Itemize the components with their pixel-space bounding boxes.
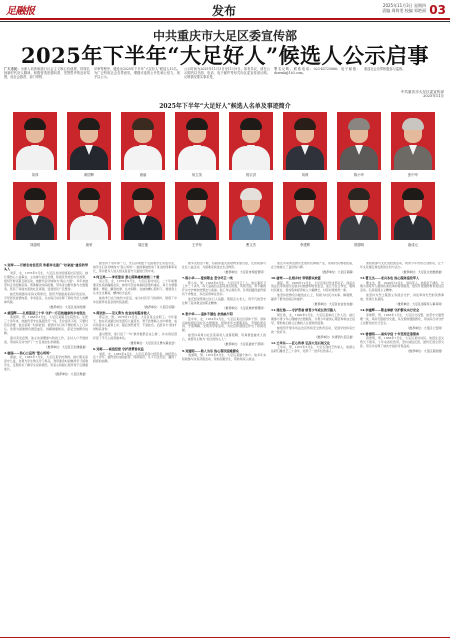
candidates-list-title: 2025年下半年“大足好人”候选人名单及事迹简介 (159, 103, 291, 110)
signoff-date: 2025年11月 (423, 94, 444, 99)
portrait-hair (78, 118, 100, 130)
recommending-unit: （推荐单位：大足区见义勇为基金会） (127, 341, 177, 346)
body-paragraph: 他还带动周边群众发展特色种植产业，帮助村民增收致富，在当地树立了良好的口碑。 (271, 262, 355, 269)
portrait-hair (294, 188, 316, 200)
candidate-photo (121, 112, 165, 170)
masthead-thin-rule (0, 21, 450, 22)
candidate-name: 黄国辉 (83, 173, 95, 177)
body-paragraph: 刘道明，男，1972年8月生，大足区某镇个体户。他多年来积极参与扶贫济困活动，资助困难学生，帮助残疾人就业。 (182, 352, 266, 361)
candidate-name: 曹文杰 (245, 243, 257, 247)
intro-column-3: 公示时间为2025年11月3日至11月9日。如有异议，请在公示期内以书面、电话、电子邮件等形式向区委宣传部反映。反映情况要实事求是， (184, 67, 270, 80)
candidate-entry-heading: 15.曾德明——诚实守信 十年坚持还清债务 (360, 331, 420, 336)
candidate-name: 周红艳 (137, 243, 149, 247)
signoff-org: 中共重庆市大足区委宣传部 (400, 90, 444, 94)
recommending-unit: （推荐单位：大足区某镇） (320, 269, 355, 274)
candidate-photo (337, 112, 381, 170)
page-number: 03 (429, 3, 446, 17)
article-column-3 (182, 262, 266, 636)
recommending-unit: （推荐单位：大足区妇联） (142, 304, 177, 309)
body-paragraph: 郭宗洪，男，1979年11月生，大足区某企业职工。今年夏天，他在河边路过时发现有儿童落水，毫不犹豫跳入水中施救，成功将落水儿童救上岸，随后悄然离开，不留姓名。后经多方寻找才得知其身份。 (93, 315, 177, 331)
candidate-entry-heading: 8.张中华——退休不褪色 余热映夕阳 (182, 312, 233, 317)
candidate-photo (391, 182, 435, 240)
candidate-photo (229, 182, 273, 240)
body-paragraph: 陈小华，男，1963年6月生，大足区环卫工人。他从事环卫工作二十余年，每天凌晨四点起床清扫街道，风雨无阻，用辛勤的汗水守护城市的整洁与美丽。他工作认真负责，负责的路段始终保持干净整洁，多次获得单位表彰。 (182, 280, 266, 297)
candidate-entry-heading: 14.李建辉——敬业奉献 守护群众出行安全 (360, 308, 420, 313)
recommending-unit: （推荐单位：大足区市场监管局） (222, 269, 266, 274)
candidate-name: 陈小华 (353, 173, 365, 177)
recommending-unit: （推荐单位：大足区公安局） (406, 325, 444, 330)
candidate-entry-heading: 12.王华东——匠心传承 弘扬大足石刻文化 (271, 340, 331, 345)
masthead-rule (0, 18, 450, 20)
candidate-entry-heading: 6.刘莉——诚信经营 守护消费者权益 (93, 347, 144, 352)
candidate-name: 唐成元 (407, 243, 419, 247)
body-paragraph: 她多次拾金不昧，将顾客遗失的财物完璧归赵，还积极参与社区公益活动，为困难家庭送去生活物资。 (182, 262, 266, 269)
candidate-entry-heading: 3.唐丽——热心公益的“爱心妈妈” (4, 351, 52, 355)
recommending-unit: （推荐单位：共青团大足区委） (314, 334, 355, 339)
bottom-rule (0, 637, 450, 638)
candidate-entry-heading: 2.黄国辉——扎根基层三十年 守护一方百姓健康的乡村医生 (4, 310, 86, 315)
article-column-2 (93, 262, 177, 636)
recommending-unit: （推荐单位：大足区教委） (53, 372, 88, 377)
intro-column-1 (4, 67, 90, 98)
candidate-name: 刘莉 (301, 173, 309, 177)
recommending-unit: （推荐单位：大足区退役军人事务局） (394, 302, 444, 307)
candidate-entry-heading: 4.何立英——孝老爱亲 悉心照料瘫痪婆婆二十载 (93, 274, 160, 279)
candidate-photo (13, 112, 57, 170)
candidate-entry-heading: 5.郭宗洪——见义勇为 危急时刻挺身救人 (93, 311, 150, 316)
intro-text-1: 为深入培育和践行社会主义核心价值观，持续弘扬新时代好人精神，积极营造崇德向善、见贤思齐的良好氛围，经社会推荐、部门审核、 (4, 67, 90, 80)
recommending-unit: （推荐单位：大足区卫生健康委） (44, 344, 88, 349)
article-subhead: 中共重庆市大足区委宣传部 (152, 29, 297, 43)
body-paragraph: 黄国辉，男，1968年3月生，大足区某镇卫生院医生。从医三十余年来，他始终坚守在基层医疗一线，无论刮风下雨，只要村民有需要，他总是第一时间赶到。他坚持为行动不便的老人上门问诊，免费为困难群众测量血压、讲解健康知识，深受当地群众信赖。 (4, 315, 88, 335)
candidate-entry-heading: 10.唐荣——扎根乡村 带领群众致富 (271, 276, 321, 281)
portrait-hair (240, 188, 262, 200)
portrait-hair (240, 118, 262, 130)
article-column-5 (360, 262, 444, 636)
body-paragraph: 面对突发疫情，他主动请缨参与防控工作，走村入户开展排查，用实际行动守护了一方百姓的生命健康。 (4, 335, 88, 344)
masthead (0, 0, 450, 20)
candidate-photo (229, 112, 273, 170)
candidate-entry-heading: 7.陈小华——爱岗敬业 坚守环卫一线 (182, 276, 233, 281)
candidate-entry-heading: 1.刘萍——甘做农村信息员 积极奔走推广“好家庭”建设的带头人 (4, 263, 88, 272)
portrait-hair (348, 118, 370, 130)
portrait-hair (132, 188, 154, 200)
candidate-photo (175, 182, 219, 240)
body-paragraph: 她的孝行在当地传为佳话，成为村民学习的榜样，展现了中华民族孝老爱亲的传统美德。 (93, 295, 177, 304)
portrait-hair (132, 118, 154, 130)
candidate-photo (67, 112, 111, 170)
candidate-name: 唐荣 (85, 243, 93, 247)
candidate-photo (13, 182, 57, 240)
body-paragraph: 他坚持为烈士陵园义务清扫守护，讲述革命先烈的英勇事迹，传承红色基因。 (360, 293, 444, 302)
candidate-photo (391, 112, 435, 170)
portrait-hair (186, 188, 208, 200)
candidate-entry-heading: 11.周红艳——守护青春 做青少年成长的引路人 (271, 308, 337, 313)
body-paragraph: 曾德明，男，1966年7月生，大足区某村村民。他因生意失败欠下债务，十年来省吃俭用，坚持诚信还款，最终还清全部欠款，用行动诠释了诚实守信的可贵品质。 (360, 336, 444, 348)
body-paragraph: 他积极参与文化进校园活动，向青少年传授石刻知识，让千年文化瑰宝焕发新的生机与活力。 (360, 262, 444, 269)
candidate-photo (67, 182, 111, 240)
body-paragraph: 唐丽，女，1985年7月生，大足区某学校教师。她长期关爱留守儿童，自费为学生购买学习用品，利用课余时间辅导学习困难学生，定期家访了解学生家庭情况，用爱心和耐心陪伴孩子们健康成长。 (4, 355, 88, 371)
portrait-hair (24, 118, 46, 130)
candidate-photo (337, 182, 381, 240)
recommending-unit: （推荐单位：大足区文化旅游委） (400, 269, 444, 274)
body-paragraph: 刘萍，女，1976年5月生，大足区龙岗街道某社区居民。她长期热心公益事业，主动参与社区治理，积极宣传党的方针政策，组织开展邻里互助活动，被群众亲切地称为“贴心大姐”。多年来她坚持走访困难家庭，帮助解决实际困难，带动身边群众参与志愿服务，营造了和谐友善的社区氛围，受到居民广泛赞誉。 (4, 271, 88, 291)
body-paragraph: 李建辉，男，1983年1月生，大足区交巡警。他坚守交通管理一线，风雨无阻疏导交通，多次帮助遇困群众，用实际行动守护人民群众的出行安全。 (360, 312, 444, 325)
candidate-entry-heading: 9.刘道明——助人为乐 热心帮扶困难群众 (182, 348, 239, 353)
candidate-name: 刘道明 (29, 243, 41, 247)
newspaper-logo: 足融报 (6, 6, 35, 17)
body-paragraph: 他坚持把群众冷暖放在心上，积极为村民办实事、解难题，赢得了群众的信任和拥护。 (271, 293, 355, 302)
recommending-unit: （推荐单位：大足区委老干部局） (222, 342, 266, 347)
portrait-hair (24, 188, 46, 200)
candidate-name: 刘萍 (31, 173, 39, 177)
body-paragraph: 她还积极推动家庭文明建设，组织开展最美家庭评选活动，引导居民崇德向善、孝老爱亲，以实际行动诠释了新时代好人的精神风貌。 (4, 292, 88, 304)
candidate-photo (283, 112, 327, 170)
article-column-4 (271, 262, 355, 636)
portrait-hair (78, 188, 100, 200)
intro-column-2: 评审等程序，遴选出2025年下半年“大足好人”候选人15名。为广泛听取社会各界意见，增强评选的公开性和公信力，现予以公示。 (94, 67, 180, 80)
dateline-date: 2025年11月3日 星期四 (382, 3, 426, 8)
candidate-photo (121, 182, 165, 240)
portrait-hair (348, 188, 370, 200)
body-paragraph: 她组织开展多场法治宣传和安全教育活动，受到学校和家长的一致好评。 (271, 325, 355, 334)
body-paragraph: 周红艳，女，1990年5月生，大足区某单位工作人员。她长期参与青少年心理辅导志愿服务，为青少年提供心理咨询和成长指导，帮助他们树立正确的人生观和价值观。 (271, 312, 355, 325)
recommending-unit: （推荐单位：大足区某街道） (406, 349, 444, 354)
recommending-unit: （推荐单位：大足区龙岗街道） (47, 304, 88, 309)
body-paragraph: 她坚持每周为社区孤寡老人送餐陪聊，用真情温暖老人的心，被居民们称为“社区的热心人”。 (182, 333, 266, 342)
body-paragraph: 何立英，女，1970年9月生，大足区某村村民。二十年前婆婆突发疾病瘫痪在床，她毫无怨言地承担起照料重任，每天为婆婆擦身、喂饭、翻身按摩，从未间断。在她的精心照料下，婆婆身上从未生过褥疮，精神状态良好。 (93, 279, 177, 295)
body-paragraph: 曹文杰，男，1948年10月生，退役军人。他退伍不褪色，长期为退役军人提供政策咨询和帮扶服务，组织开展国防教育进社区活动，弘扬爱国主义精神。 (360, 280, 444, 293)
intro-column-5: 欢迎社会各界积极参与监督。 (364, 67, 406, 71)
body-paragraph: 张中华，女，1952年2月生，大足区某社区退休干部。退休后她积极投身社区志愿服务，组建老年志愿服务队，开展政策宣讲、矛盾调解、文明劝导等活动，为社区和谐稳定作出了积极贡献。 (182, 316, 266, 333)
body-paragraph: 面对赞誉，他只说了一句“换作谁都会这么做”，朴实的话语彰显了平凡人的英雄本色。 (93, 332, 177, 340)
portrait-hair (186, 118, 208, 130)
recommending-unit: （推荐单位：大足区农业农村委） (311, 302, 355, 307)
section-title: 发布 (212, 4, 237, 18)
candidate-entry-heading: 13.曹文杰——老兵本色 热心服务退役军人 (360, 276, 420, 281)
candidate-name: 郭宗洪 (245, 173, 257, 177)
body-paragraph: 唐荣，男，1988年12月生，大足区某村党支部书记。他返乡创业后带领村民发展乡村旅游和特色农业，成立专业合作社，吸纳村民就业，使村集体经济收入大幅增长，村容村貌焕然一新。 (271, 280, 355, 293)
body-paragraph: 他还经常帮助过往行人指路、照顾走失老人，用平凡的坚守诠释了爱岗敬业的职业精神。 (182, 297, 266, 306)
dateline-editors: 责编 周筠雯 校编 邹艳丽 (382, 8, 426, 13)
candidate-name: 曾德明 (353, 243, 365, 247)
portrait-hair (402, 188, 424, 200)
body-paragraph: 刘莉，女，1982年4月生，大足区某商户经营者。她经营小店十余年，始终坚持诚信经营、明码标价，从不以次充好，赢得了顾客的信赖。 (93, 351, 177, 364)
dateline (382, 3, 426, 13)
portrait-hair (402, 118, 424, 130)
signoff (401, 90, 444, 99)
article-column-1 (4, 262, 88, 636)
portrait-hair (294, 118, 316, 130)
intro-column-4: 署名反映。联系电话：023-43725866；电子邮箱：dzwmb@163.com。 (274, 67, 360, 76)
recommending-unit: （推荐单位：大足区城市管理局） (222, 306, 266, 311)
candidate-photo (175, 112, 219, 170)
candidate-photo (283, 182, 327, 240)
candidate-name: 唐丽 (139, 173, 147, 177)
body-paragraph: 她坚持十余年如一日，先后资助数十名困难学生完成学业，被学生们亲切地称为“爱心妈妈”。她的事迹感染了身边的同事和家长，带动更多人加入到关爱留守儿童的行列中来。 (93, 262, 177, 273)
article-headline: 2025年下半年“大足好人”候选人公示启事 (20, 43, 430, 68)
body-paragraph: 王华东，男，1975年3月生，大足石刻技艺传承人。他潜心钻研石雕技艺三十余年，培养了一批年轻传承人。 (271, 345, 355, 354)
candidate-name: 王华东 (191, 243, 203, 247)
intro-salutation: 广大市民： (4, 67, 21, 71)
candidate-name: 张中华 (407, 173, 419, 177)
candidate-name: 李建辉 (299, 243, 311, 247)
candidate-name: 何立英 (191, 173, 203, 177)
